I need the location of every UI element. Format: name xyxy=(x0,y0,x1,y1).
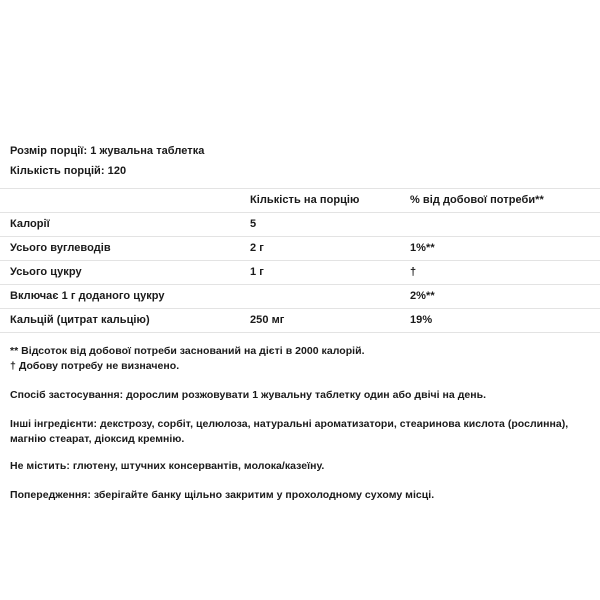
nutrient-name: Усього вуглеводів xyxy=(0,237,240,261)
nutrient-name: Калорії xyxy=(0,213,240,237)
footnote-daily-value: ** Відсоток від добової потреби заснований на дієті в 2000 калорій. xyxy=(10,345,365,357)
nutrient-daily-value: 19% xyxy=(400,309,600,333)
nutrient-amount: 250 мг xyxy=(240,309,400,333)
directions-text: Спосіб застосування: дорослим розжовувати 1 жувальну таблетку один або двічі на день. xyxy=(10,389,487,401)
column-header-amount-per-serving: Кількість на порцію xyxy=(240,189,400,213)
column-header-nutrient xyxy=(0,189,240,213)
warning-text: Попередження: зберігайте банку щільно закритим у прохолодному сухому місці. xyxy=(10,489,435,501)
table-header xyxy=(0,189,600,213)
nutrient-daily-value: † xyxy=(400,261,600,285)
table-row xyxy=(0,309,600,333)
nutrient-daily-value: 1%** xyxy=(400,237,600,261)
other-ingredients-text: Інші інгредієнти: декстрозу, сорбіт, целюлоза, натуральні ароматизатори, стеаринова кислота (рослинна), магнію стеарат, діоксид кремнію. xyxy=(10,418,569,445)
nutrient-amount: 5 xyxy=(240,213,400,237)
supplement-facts-panel xyxy=(0,145,600,503)
nutrient-name: Усього цукру xyxy=(0,261,240,285)
column-header-percent-daily-value: % від добової потреби** xyxy=(400,189,600,213)
nutrient-name: Включає 1 г доданого цукру xyxy=(0,285,240,309)
nutrient-amount xyxy=(240,285,400,309)
free-from-text: Не містить: глютену, штучних консервантів, молока/казеїну. xyxy=(10,460,325,472)
nutrient-daily-value xyxy=(400,213,600,237)
nutrient-amount: 2 г xyxy=(240,237,400,261)
table-row xyxy=(0,285,600,309)
footnote-not-established: † Добову потребу не визначено. xyxy=(10,360,180,372)
table-row xyxy=(0,261,600,285)
serving-size-line: Розмір порції: 1 жувальна таблетка xyxy=(10,145,205,157)
table-header-row xyxy=(0,189,600,213)
servings-per-container-line: Кількість порцій: 120 xyxy=(10,165,127,177)
notes-section xyxy=(0,344,600,503)
nutrition-facts-table xyxy=(0,188,600,333)
table-body xyxy=(0,213,600,333)
table-row xyxy=(0,237,600,261)
nutrient-name: Кальцій (цитрат кальцію) xyxy=(0,309,240,333)
footnotes-block xyxy=(10,344,590,374)
table-row xyxy=(0,213,600,237)
nutrient-daily-value: 2%** xyxy=(400,285,600,309)
nutrient-amount: 1 г xyxy=(240,261,400,285)
